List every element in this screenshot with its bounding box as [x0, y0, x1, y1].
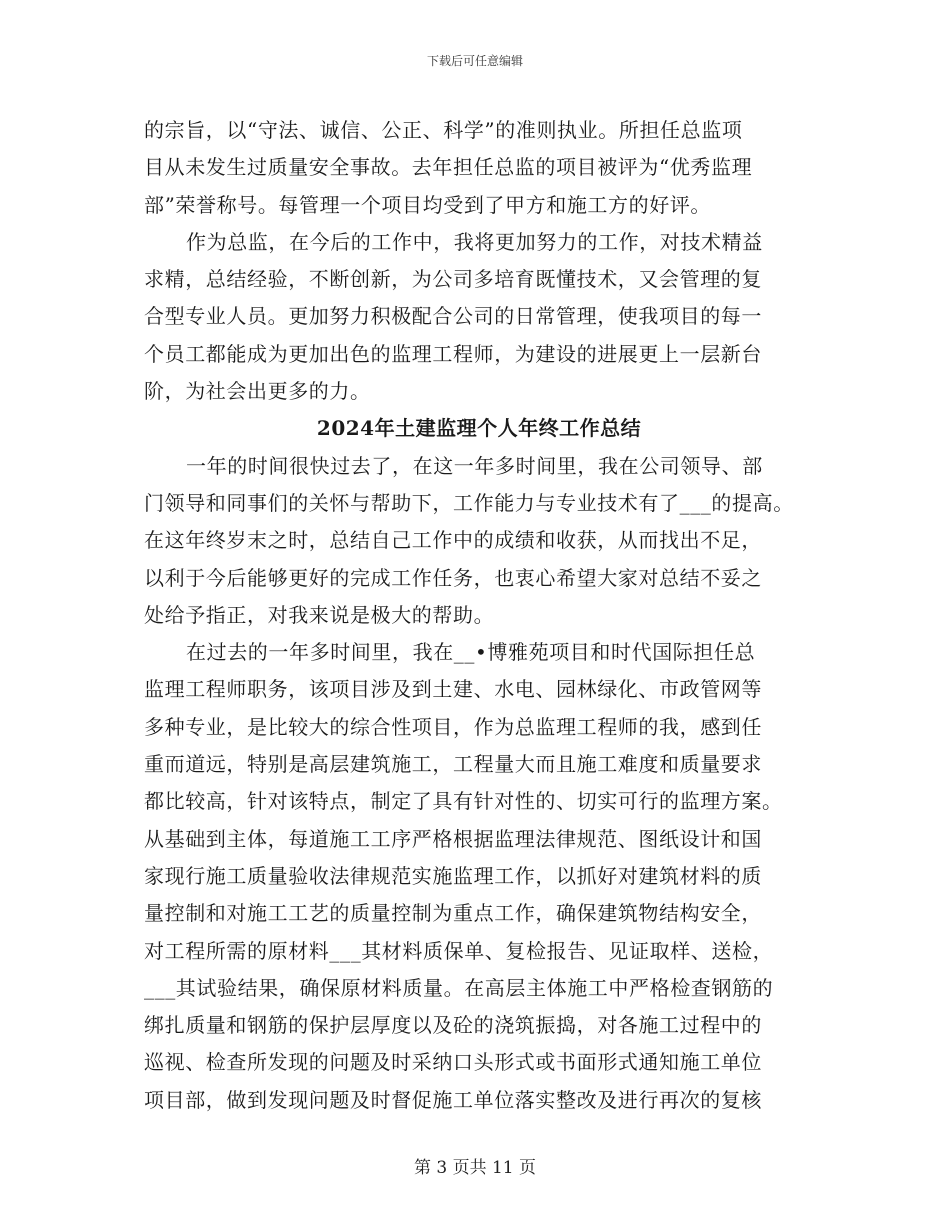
paragraph-line: 阶，为社会出更多的力。: [144, 379, 371, 404]
paragraph-line: ___其试验结果，确保原材料质量。在高层主体施工中严格检查钢筋的: [144, 975, 774, 1000]
paragraph-line: 处给予指正，对我来说是极大的帮助。: [144, 602, 495, 627]
paragraph-line: 在过去的一年多时间里，我在__•博雅苑项目和时代国际担任总: [186, 640, 756, 665]
page-number: 第 3 页共 11 页: [413, 1158, 537, 1178]
paragraph-line: 家现行施工质量验收法律规范实施监理工作，以抓好对建筑材料的质: [144, 863, 762, 888]
paragraph-line: 项目部，做到发现问题及时督促施工单位落实整改及进行再次的复核: [144, 1087, 762, 1112]
paragraph-line: 重而道远，特别是高层建筑施工，工程量大而且施工难度和质量要求: [144, 752, 762, 777]
paragraph-line: 从基础到主体，每道施工工序严格根据监理法律规范、图纸设计和国: [144, 826, 762, 851]
paragraph-line: 都比较高，针对该特点，制定了具有针对性的、切实可行的监理方案。: [144, 789, 783, 814]
header-note: 下载后可任意编辑: [426, 54, 523, 68]
paragraph-line: 部”荣誉称号。每管理一个项目均受到了甲方和施工方的好评。: [144, 192, 712, 217]
paragraph-line: 的宗旨，以“守法、诚信、公正、科学”的准则执业。所担任总监项: [144, 118, 743, 142]
paragraph-line: 合型专业人员。更加努力积极配合公司的日常管理，使我项目的每一: [144, 304, 762, 329]
paragraph-line: 巡视、检查所发现的问题及时采纳口头形式或书面形式通知施工单位: [144, 1050, 762, 1075]
section-title: 2024年土建监理个人年终工作总结: [316, 416, 642, 441]
paragraph-line: 门领导和同事们的关怀与帮助下，工作能力与专业技术有了___的提高。: [144, 490, 794, 515]
paragraph-line: 多种专业，是比较大的综合性项目，作为总监理工程师的我，感到任: [144, 714, 762, 739]
paragraph-line: 一年的时间很快过去了，在这一年多时间里，我在公司领导、部: [186, 453, 763, 478]
paragraph-line: 以利于今后能够更好的完成工作任务，也衷心希望大家对总结不妥之: [144, 565, 762, 590]
paragraph-line: 在这年终岁末之时，总结自己工作中的成绩和收获，从而找出不足，: [144, 528, 762, 553]
document-body: [144, 112, 804, 1119]
paragraph-line: 绑扎质量和钢筋的保护层厚度以及砼的浇筑振捣，对各施工过程中的: [144, 1013, 762, 1038]
paragraph-line: 量控制和对施工工艺的质量控制为重点工作，确保建筑物结构安全，: [144, 901, 762, 926]
paragraph-line: 对工程所需的原材料___其材料质保单、复检报告、见证取样、送检，: [144, 938, 774, 963]
paragraph-line: 作为总监，在今后的工作中，我将更加努力的工作，对技术精益: [186, 229, 763, 254]
paragraph-line: 个员工都能成为更加出色的监理工程师，为建设的进展更上一层新台: [144, 341, 762, 366]
paragraph-line: 目从未发生过质量安全事故。去年担任总监的项目被评为“优秀监理: [144, 155, 753, 180]
paragraph-line: 监理工程师职务，该项目涉及到土建、水电、园林绿化、市政管网等: [144, 677, 762, 702]
paragraph-line: 求精，总结经验，不断创新，为公司多培育既懂技术，又会管理的复: [144, 267, 762, 292]
